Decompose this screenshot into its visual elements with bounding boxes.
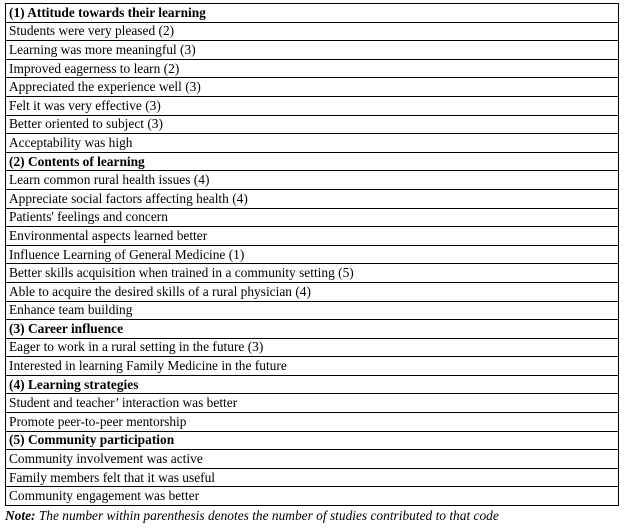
table-row [6, 227, 619, 246]
note-label: Note: [5, 508, 36, 523]
section-header-row [6, 431, 619, 450]
table-row [6, 78, 619, 97]
table-cell: Eager to work in a rural setting in the future (3) [6, 338, 619, 357]
table-cell: Community engagement was better [6, 487, 619, 506]
table-row [6, 338, 619, 357]
findings-table-container [5, 3, 619, 506]
table-cell: Students were very pleased (2) [6, 22, 619, 41]
table-cell: Better oriented to subject (3) [6, 115, 619, 134]
table-cell: Patients' feelings and concern [6, 208, 619, 227]
table-row [6, 171, 619, 190]
table-row [6, 208, 619, 227]
table-cell: Family members felt that it was useful [6, 468, 619, 487]
table-cell: Environmental aspects learned better [6, 227, 619, 246]
table-cell: Felt it was very effective (3) [6, 96, 619, 115]
table-cell: Better skills acquisition when trained in a community setting (5) [6, 264, 619, 283]
table-cell: Enhance team building [6, 301, 619, 320]
table-row [6, 115, 619, 134]
table-cell: Acceptability was high [6, 134, 619, 153]
table-cell: Improved eagerness to learn (2) [6, 59, 619, 78]
section-header-cell: (5) Community participation [6, 431, 619, 450]
table-row [6, 96, 619, 115]
table-row [6, 41, 619, 60]
table-row [6, 487, 619, 506]
table-row [6, 450, 619, 469]
table-cell: Learn common rural health issues (4) [6, 171, 619, 190]
section-header-cell: (1) Attitude towards their learning [6, 4, 619, 23]
section-header-cell: (3) Career influence [6, 320, 619, 339]
section-header-row [6, 4, 619, 23]
section-header-cell: (2) Contents of learning [6, 152, 619, 171]
table-cell: Interested in learning Family Medicine in the future [6, 357, 619, 376]
findings-table [5, 3, 619, 506]
table-cell: Able to acquire the desired skills of a rural physician (4) [6, 282, 619, 301]
table-cell: Influence Learning of General Medicine (1) [6, 245, 619, 264]
table-cell: Promote peer-to-peer mentorship [6, 413, 619, 432]
findings-table-body [6, 4, 619, 506]
note-text: The number within parenthesis denotes the number of studies contributed to that code [35, 508, 499, 523]
table-cell: Appreciated the experience well (3) [6, 78, 619, 97]
table-row [6, 301, 619, 320]
table-cell: Learning was more meaningful (3) [6, 41, 619, 60]
table-note [5, 508, 499, 524]
table-cell: Appreciate social factors affecting health (4) [6, 189, 619, 208]
table-row [6, 189, 619, 208]
table-row [6, 413, 619, 432]
table-row [6, 357, 619, 376]
table-row [6, 264, 619, 283]
table-row [6, 468, 619, 487]
section-header-row [6, 152, 619, 171]
table-row [6, 134, 619, 153]
section-header-row [6, 320, 619, 339]
table-cell: Community involvement was active [6, 450, 619, 469]
section-header-cell: (4) Learning strategies [6, 375, 619, 394]
table-row [6, 394, 619, 413]
section-header-row [6, 375, 619, 394]
table-cell: Student and teacher’ interaction was better [6, 394, 619, 413]
table-row [6, 245, 619, 264]
table-row [6, 282, 619, 301]
table-row [6, 59, 619, 78]
table-row [6, 22, 619, 41]
